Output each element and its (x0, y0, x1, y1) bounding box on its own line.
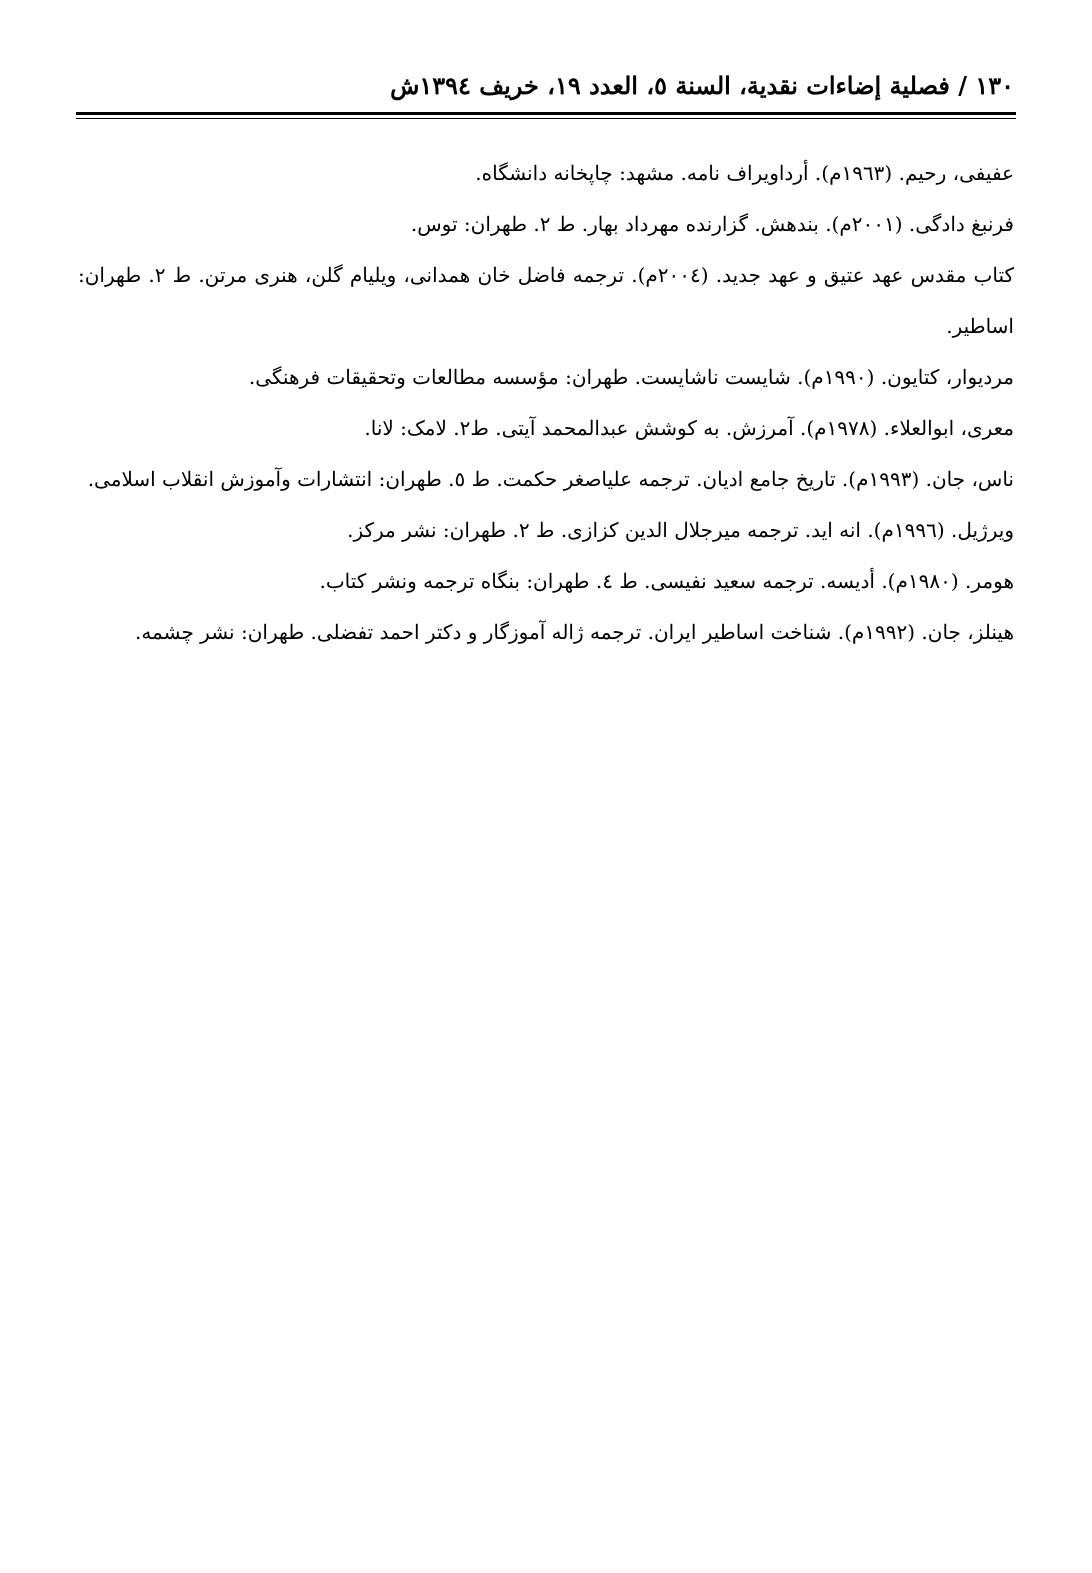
reference-list (78, 148, 1014, 658)
reference-entry-nas: ناس، جان. (١٩٩٣م). تاریخ جامع ادیان. ترجمه علیاصغر حکمت. ط ٥. طهران: انتشارات وآموزش انقلاب اسلامی. (87, 467, 1014, 491)
reference-entry-maarri: معری، ابوالعلاء. (١٩٧٨م). آمرزش. به کوشش عبدالمحمد آیتی. ط٢. لامک: لانا. (364, 416, 1014, 440)
reference-entry-virgil: ویرژیل. (١٩٩٦م). انه اید. ترجمه میرجلال الدین کزازی. ط ٢. طهران: نشر مرکز. (347, 518, 1014, 542)
reference-entry-homer: هومر. (١٩٨٠م). أدیسه. ترجمه سعید نفیسی. ط ٤. طهران: بنگاه ترجمه ونشر کتاب. (319, 569, 1014, 593)
header-rule-thick (76, 112, 1016, 115)
running-header: ١٣٠ / فصلية إضاءات نقدية، السنة ٥، العدد ١٩، خريف ١٣٩٤ش (390, 71, 1014, 100)
header-rule-thin (76, 118, 1016, 119)
reference-entry-mazdapour: مردیوار، کتایون. (١٩٩٠م). شایست ناشایست. طهران: مؤسسه مطالعات وتحقیقات فرهنگی. (248, 365, 1014, 389)
reference-entry-afifi: عفیفی، رحیم. (١٩٦٣م). أرداویراف نامه. مشهد: چاپخانه دانشگاه. (475, 161, 1014, 185)
reference-entry-bible: کتاب مقدس عهد عتیق و عهد جدید. (٢٠٠٤م). ترجمه فاضل خان همدانی، ویلیام گلن، هنری مرتن. ط ٢. طهران: اساطیر. (78, 263, 1015, 338)
reference-entry-hinnells: هینلز، جان. (١٩٩٢م). شناخت اساطیر ایران. ترجمه ژاله آموزگار و دکتر احمد تفضلی. طهران: نشر چشمه. (134, 620, 1014, 644)
reference-entry-farnbagh: فرنبغ دادگی. (٢٠٠١م). بندهش. گزارنده مهرداد بهار. ط ٢. طهران: توس. (410, 212, 1014, 236)
